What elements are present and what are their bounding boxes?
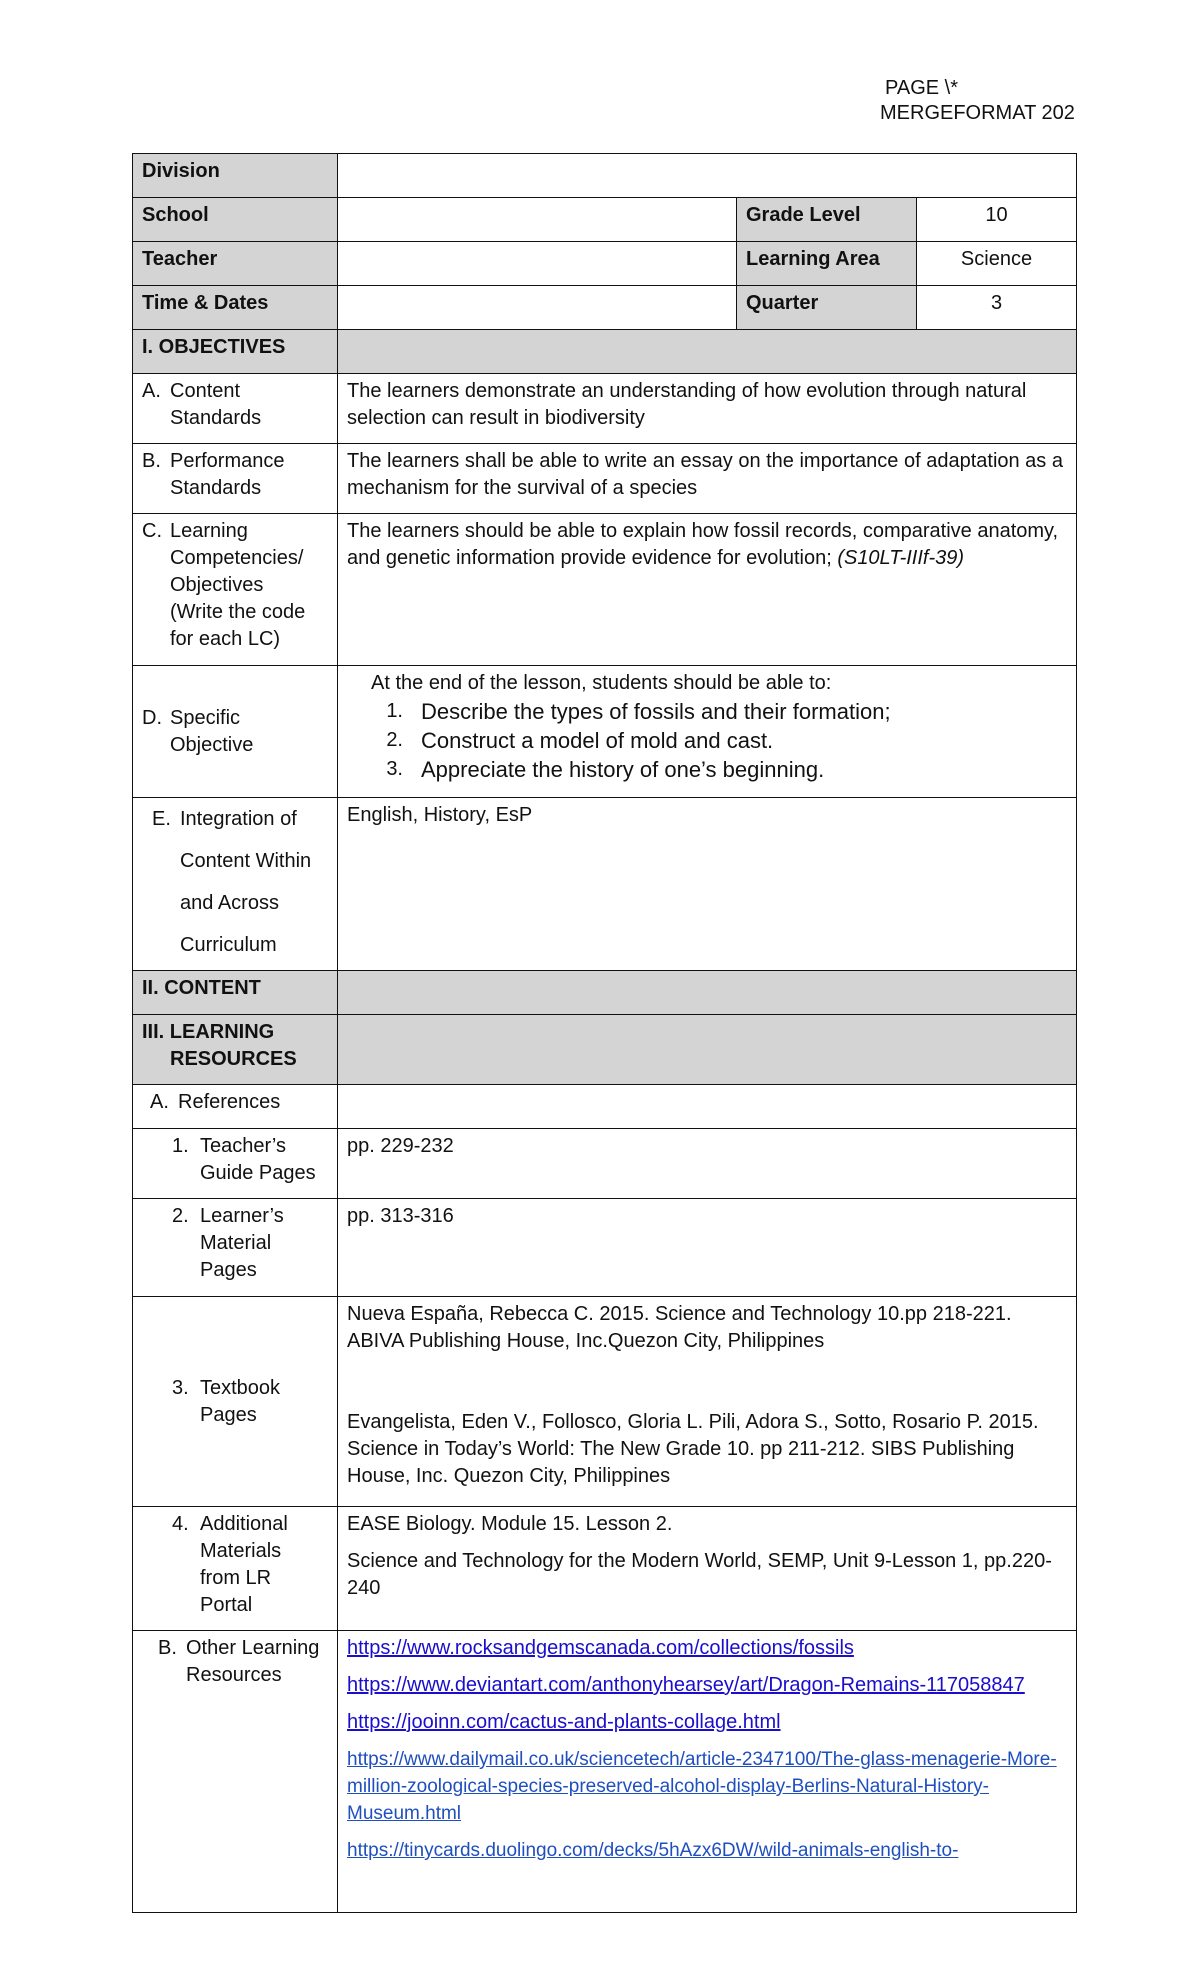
performance-standards-text: The learners shall be able to write an essay on the importance of adaptation as a mechanism for the survival of a species [338,444,1077,514]
other-resources-label: B. Other Learning Resources [133,1631,338,1913]
resources-heading-fill [338,1015,1077,1085]
references-value [338,1085,1077,1129]
integration-row [133,798,1077,971]
other-resources-row [133,1631,1077,1913]
references-row [133,1085,1077,1129]
content-heading-fill [338,971,1077,1015]
content-standards-label: A. Content Standards [133,374,338,444]
resources-heading-row [133,1015,1077,1085]
references-label: A. References [133,1085,338,1129]
objective-item: 1. Describe the types of fossils and their formation; [386,699,891,724]
specific-objective-label: D. Specific Objective [133,666,338,798]
integration-label: E. Integration of Content Within and Across Curriculum [133,798,338,971]
grade-level-label: Grade Level [737,198,917,242]
quarter-label: Quarter [737,286,917,330]
learning-competencies-row [133,514,1077,666]
objectives-heading-row [133,330,1077,374]
textbook-ref-2: Evangelista, Eden V., Follosco, Gloria L. Pili, Adora S., Sotto, Rosario P. 2015. Science in Today’s World: The New Grade 10. pp 211-212. SIBS Publishing House, Inc. Quezon City, Philippines [347,1411,1039,1487]
division-value [338,154,1077,198]
additional-materials-label: 4. Additional Materials from LR Portal [133,1507,338,1631]
specific-objective-content [338,666,1077,798]
time-dates-value [338,286,737,330]
school-value [338,198,737,242]
time-dates-label: Time & Dates [133,286,338,330]
quarter-value: 3 [917,286,1077,330]
teacher-value [338,242,737,286]
teacher-row [133,242,1077,286]
time-row [133,286,1077,330]
teachers-guide-value: pp. 229-232 [338,1129,1077,1199]
content-standards-text: The learners demonstrate an understanding of how evolution through natural selection can result in biodiversity [338,374,1077,444]
textbook-value [338,1297,1077,1507]
grade-level-value: 10 [917,198,1077,242]
performance-standards-row [133,444,1077,514]
textbook-ref-1: Nueva España, Rebecca C. 2015. Science and Technology 10.pp 218-221. ABIVA Publishing House, Inc.Quezon City, Philippines [347,1303,1012,1352]
school-row [133,198,1077,242]
additional-materials-row [133,1507,1077,1631]
content-standards-row [133,374,1077,444]
page-field-line1: PAGE \* [885,77,958,99]
objective-item: 2. Construct a model of mold and cast. [386,728,774,753]
textbook-row [133,1297,1077,1507]
learners-material-value: pp. 313-316 [338,1199,1077,1297]
textbook-label: 3. Textbook Pages [133,1297,338,1507]
specific-objective-row [133,666,1077,798]
learners-material-row [133,1199,1077,1297]
learning-area-label: Learning Area [737,242,917,286]
integration-text: English, History, EsP [338,798,1077,971]
page-field-line2: MERGEFORMAT 202 [880,102,1075,124]
objectives-heading: I. OBJECTIVES [133,330,338,374]
additional-material-2: Science and Technology for the Modern World, SEMP, Unit 9-Lesson 1, pp.220-240 [347,1550,1052,1599]
resources-heading: III. LEARNING RESOURCES [133,1015,338,1085]
resource-link[interactable]: https://www.dailymail.co.uk/sciencetech/article-2347100/The-glass-menagerie-More-million-zoological-species-preserved-alcohol-display-Berlins-Natural-History-Museum.html [347,1749,1057,1824]
learning-competencies-label: C. Learning Competencies/ Objectives (Write the code for each LC) [133,514,338,666]
resource-link[interactable]: https://www.deviantart.com/anthonyhearsey/art/Dragon-Remains-117058847 [347,1674,1025,1696]
resource-link[interactable]: https://jooinn.com/cactus-and-plants-collage.html [347,1711,781,1733]
lc-code: (S10LT-IIIf-39) [837,547,965,569]
additional-material-1: EASE Biology. Module 15. Lesson 2. [347,1513,673,1535]
division-label: Division [133,154,338,198]
specific-objective-list [347,697,1067,784]
performance-standards-label: B. Performance Standards [133,444,338,514]
other-resources-links [338,1631,1077,1913]
learning-area-value: Science [917,242,1077,286]
teachers-guide-row [133,1129,1077,1199]
teachers-guide-label: 1. Teacher’s Guide Pages [133,1129,338,1199]
school-label: School [133,198,338,242]
lesson-log-table [132,153,1077,1913]
additional-materials-value [338,1507,1077,1631]
learning-competencies-text: The learners should be able to explain how fossil records, comparative anatomy, and genetic information provide evidence for evolution; (S10LT-IIIf-39) [338,514,1077,666]
learners-material-label: 2. Learner’s Material Pages [133,1199,338,1297]
specific-objective-intro: At the end of the lesson, students should be able to: [371,672,832,694]
objective-item: 3. Appreciate the history of one’s beginning. [386,757,825,782]
resource-link[interactable]: https://tinycards.duolingo.com/decks/5hAzx6DW/wild-animals-english-to- [347,1840,959,1861]
page-header [880,76,1075,126]
content-heading: II. CONTENT [133,971,338,1015]
content-heading-row [133,971,1077,1015]
division-row [133,154,1077,198]
objectives-heading-fill [338,330,1077,374]
resource-link[interactable]: https://www.rocksandgemscanada.com/collections/fossils [347,1637,854,1659]
teacher-label: Teacher [133,242,338,286]
